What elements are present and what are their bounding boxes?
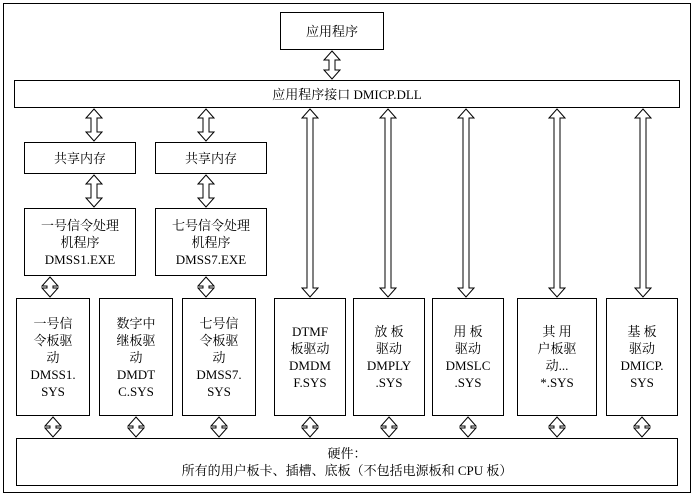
box-hardware-line-2: 所有的用户板卡、插槽、底板（不包括电源板和 CPU 板）: [181, 463, 513, 478]
arrow-driver-3-to-hardware: [209, 416, 229, 438]
box-driver-7: [517, 298, 597, 416]
box-driver-4-line-1: DTMF: [291, 324, 329, 339]
arrow-api-to-driver-6: [456, 108, 476, 298]
arrow-driver-5-to-hardware: [379, 416, 399, 438]
arrow-driver-6-to-hardware: [458, 416, 478, 438]
box-driver-2-line-5: C.SYS: [118, 383, 154, 399]
arrow-driver-8-to-hardware: [632, 416, 652, 438]
box-process-dmss1-line-3: DMSS1.EXE: [44, 251, 116, 267]
box-driver-4-line-3: DMDM: [289, 358, 331, 373]
box-driver-2: [99, 298, 173, 416]
box-driver-2-line-1: 数字中: [116, 315, 156, 331]
arrow-api-to-shared-memory-1: [84, 108, 104, 142]
box-process-dmss7: [155, 208, 267, 276]
box-process-dmss1: [24, 208, 136, 276]
box-shared-memory-1-label: 共享内存: [53, 150, 106, 166]
box-driver-3: [182, 298, 256, 416]
arrow-shared-memory-1-to-proc-no1: [84, 174, 104, 208]
box-driver-7-line-1: 其 用: [542, 324, 572, 339]
arrow-shared-memory-2-to-proc-no7: [196, 174, 216, 208]
box-process-dmss1-line-1: 一号信令处理: [40, 217, 119, 233]
box-driver-2-line-3: 动: [129, 349, 143, 365]
box-driver-6-line-4: .SYS: [454, 375, 482, 390]
box-process-dmss7-line-1: 七号信令处理: [171, 217, 250, 233]
box-driver-8-line-1: 基 板: [627, 324, 657, 339]
box-shared-memory-2-label: 共享内存: [184, 150, 237, 166]
box-driver-6-line-3: DMSLC: [445, 358, 491, 373]
box-hardware-line-1: 硬件：: [327, 446, 367, 461]
box-api-label: 应用程序接口 DMICP.DLL: [272, 86, 422, 102]
box-driver-5-line-4: .SYS: [375, 375, 403, 390]
box-driver-3-line-5: SYS: [207, 383, 231, 399]
box-shared-memory-2: [155, 142, 267, 174]
arrow-proc-dmss7-to-driver-3: [196, 276, 216, 298]
arrow-driver-1-to-hardware: [43, 416, 63, 438]
box-driver-7-line-3: 动...: [545, 358, 569, 373]
arrow-driver-7-to-hardware: [547, 416, 567, 438]
box-api-dmicp: [14, 80, 680, 108]
box-driver-5-line-1: 放 板: [374, 324, 404, 339]
box-driver-1: [16, 298, 90, 416]
arrow-api-to-shared-memory-2: [196, 108, 216, 142]
arrow-api-to-driver-7: [547, 108, 567, 298]
box-driver-8-line-3: DMICP.: [620, 358, 664, 373]
box-driver-5: [353, 298, 425, 416]
box-driver-1-line-3: 动: [46, 349, 60, 365]
box-driver-5-line-2: 驱动: [375, 341, 402, 356]
box-shared-memory-1: [24, 142, 136, 174]
box-driver-3-line-2: 令板驱: [199, 332, 239, 348]
box-driver-1-line-2: 令板驱: [33, 332, 73, 348]
box-process-dmss1-line-2: 机程序: [60, 234, 100, 250]
arrow-api-to-driver-5: [378, 108, 398, 298]
box-driver-2-line-2: 继板驱: [116, 332, 156, 348]
box-driver-8-line-2: 驱动: [628, 341, 655, 356]
arrow-driver-4-to-hardware: [300, 416, 320, 438]
box-driver-6: [432, 298, 504, 416]
box-driver-3-line-4: DMSS7.: [196, 366, 242, 382]
box-driver-4-line-2: 板驱动: [290, 341, 330, 356]
arrow-proc-dmss1-to-driver-1: [40, 276, 60, 298]
box-application: [280, 12, 384, 50]
box-driver-6-line-2: 驱动: [454, 341, 481, 356]
box-application-label: 应用程序: [305, 23, 358, 39]
arrow-api-to-driver-4: [300, 108, 320, 298]
box-driver-2-line-4: DMDT: [116, 366, 156, 382]
box-hardware: [16, 438, 678, 486]
box-process-dmss7-line-2: 机程序: [191, 234, 231, 250]
box-driver-1-line-1: 一号信: [33, 315, 73, 331]
box-driver-1-line-5: SYS: [41, 383, 65, 399]
box-driver-1-line-4: DMSS1.: [30, 366, 76, 382]
box-driver-3-line-1: 七号信: [199, 315, 239, 331]
box-driver-8-line-4: SYS: [630, 375, 654, 390]
arrow-driver-2-to-hardware: [126, 416, 146, 438]
box-driver-7-line-4: *.SYS: [540, 375, 574, 390]
arrow-api-to-driver-8: [633, 108, 653, 298]
box-process-dmss7-line-3: DMSS7.EXE: [175, 251, 247, 267]
box-driver-4-line-4: F.SYS: [293, 375, 327, 390]
box-driver-6-line-1: 用 板: [453, 324, 483, 339]
box-driver-8: [606, 298, 678, 416]
box-driver-4: [274, 298, 346, 416]
arrow-app-to-api: [322, 50, 342, 80]
box-driver-3-line-3: 动: [212, 349, 226, 365]
box-driver-5-line-3: DMPLY: [366, 358, 412, 373]
box-driver-7-line-2: 户板驱: [537, 341, 577, 356]
